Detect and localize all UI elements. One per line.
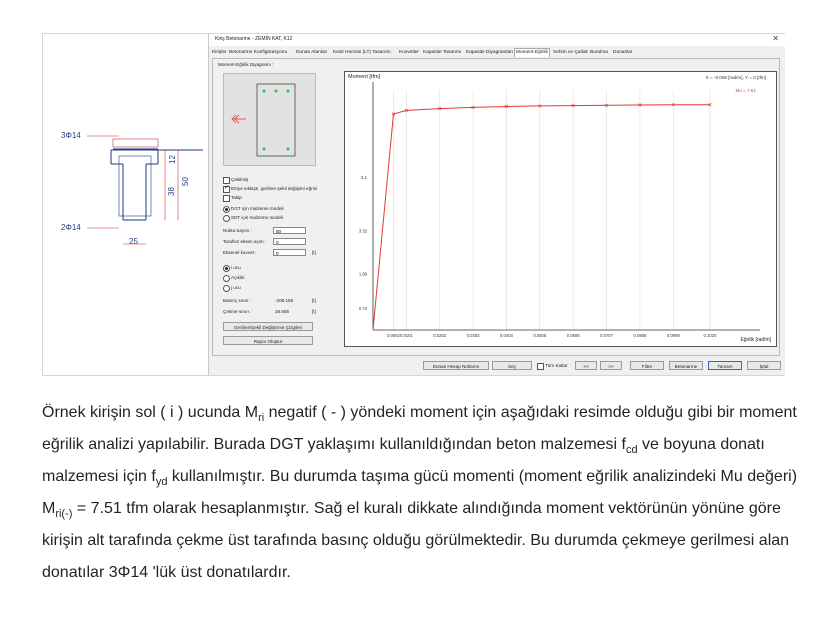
radio-i-ucu[interactable] <box>223 265 230 272</box>
x-tick-label: 0.0707 <box>600 333 613 338</box>
x-tick-label: 0.0404 <box>500 333 513 338</box>
y-tick-label: 5.1 <box>361 175 367 180</box>
x-tick-label: 0.0808 <box>633 333 647 338</box>
check-etriye[interactable]: ✓ <box>224 185 230 191</box>
tab-kapasite-diyagramlari[interactable]: Kapasite Diyagramları <box>466 50 514 55</box>
top-bar-callout <box>113 139 158 147</box>
rebar-dot <box>263 148 266 151</box>
prev-button[interactable]: << <box>575 361 597 370</box>
tab-kuvvetler[interactable]: Kuvvetler <box>399 50 419 55</box>
rebar-dot <box>275 90 278 93</box>
paragraph-text: ve boyuna donatı malzemesi için f <box>42 436 765 485</box>
x-tick-label: 0.0303 <box>466 333 480 338</box>
basinc-siniri-value: -208.156 <box>275 298 294 303</box>
moment-curvature-panel <box>212 58 780 356</box>
coordinate-readout: X = -0.006 [rad/m], Y = 0 [tfm] <box>705 75 766 80</box>
result-label: Çekme sınırı : <box>223 309 252 314</box>
radio-sdt-label: SDT için malzeme modeli <box>231 215 283 220</box>
tab-bar <box>209 47 785 58</box>
paragraph-text: negatif ( - ) yöndeki moment için aşağıdaki resimde olduğu gibi bir moment eğrilik analizi yapılabilir. Burada DGT yaklaşımı kullanıldığından beton malzemesi f <box>42 404 797 453</box>
subscript: cd <box>625 444 638 457</box>
x-tick-label: 0.0062 <box>387 333 400 338</box>
tab-donati-alanlari[interactable]: Donatı Alanları <box>296 50 328 55</box>
rapor-olustur-button[interactable]: Rapor Oluştur <box>223 336 313 345</box>
donati-hesap-button[interactable]: Donatı Hesap Notlarını <box>423 361 489 370</box>
software-window <box>208 34 785 375</box>
bottom-toolbar <box>209 357 785 373</box>
radio-aciklik-label: Açıklık <box>231 275 245 280</box>
x-tick-label: 0.1020 <box>703 333 717 338</box>
field-label: Eksenel kuvvet : <box>223 250 257 255</box>
total-height-label: 50 <box>181 177 190 186</box>
y-tick-label: 3.32 <box>358 228 367 234</box>
tab-kirisler[interactable]: Kirişler <box>212 50 227 55</box>
tab-sehim-catlak[interactable]: Sehim ve Çatlak <box>553 50 588 55</box>
check-etriye-label: Etriye sıklaştı. gerilme-şekil değişimi eğrisi <box>231 186 318 191</box>
iptal-button[interactable]: İptal <box>747 361 781 370</box>
section-preview <box>223 73 316 166</box>
radio-aciklik[interactable] <box>223 275 230 282</box>
rebar-dot <box>263 90 266 93</box>
eksenel-kuvvet-input[interactable]: 0 <box>273 249 306 256</box>
tum-katlar-checkbox[interactable] <box>537 363 544 370</box>
radio-dgt-model[interactable] <box>223 206 230 213</box>
width-label: 25 <box>129 237 138 246</box>
check-cekilmis-label: Çekilmiş <box>231 177 249 182</box>
chart-svg <box>345 72 776 346</box>
cross-section-drawing <box>43 34 208 375</box>
subscript: ri(-) <box>55 508 73 521</box>
gerilme-cizgileri-button[interactable]: Gerilme/Şekil Değiştirme Çizgileri <box>223 322 313 331</box>
nokta-sayisi-input[interactable]: 50 <box>273 227 306 234</box>
series-line <box>373 105 710 330</box>
field-label: Tarafsız eksen açısı : <box>223 239 267 244</box>
y-tick-label: 0.74 <box>358 305 367 311</box>
group-title: Moment-Eğrilik Diyagramı : <box>218 62 274 67</box>
check-cekilmis[interactable] <box>223 177 230 184</box>
x-axis-label: Eğrilik [rad/m] <box>740 337 771 343</box>
radio-sdt-model[interactable] <box>223 215 230 222</box>
section-preview-svg <box>224 74 315 165</box>
next-button[interactable]: >> <box>600 361 622 370</box>
tab-burulma[interactable]: Burulma <box>590 50 608 55</box>
x-tick-label: 0.0505 <box>533 333 547 338</box>
result-unit: [t] <box>312 298 316 303</box>
window-titlebar <box>209 34 785 46</box>
filtre-button[interactable]: Filtre <box>630 361 664 370</box>
paragraph-text: Örnek kirişin sol ( i ) ucunda M <box>42 404 259 421</box>
chart-title: Moment [tfm] <box>348 74 381 80</box>
rebar-dot <box>287 148 290 151</box>
tum-katlar-label: Tüm Katlar <box>545 363 568 368</box>
close-icon[interactable]: ✕ <box>772 34 779 43</box>
paragraph-text: kullanılmıştır. Bu durumda taşıma gücü momenti (moment eğrilik analizindeki Mu değeri) M <box>42 468 798 517</box>
betonarme-button[interactable]: Betonarme <box>669 361 703 370</box>
x-tick-label: 0.0909 <box>666 333 680 338</box>
radio-j-ucu[interactable] <box>223 285 230 292</box>
check-takip[interactable] <box>223 195 230 202</box>
top-bars-label: 3Φ14 <box>61 131 81 140</box>
slab-thickness-label: 12 <box>168 155 177 164</box>
check-takip-label: Takip <box>231 195 242 200</box>
y-tick-label: 1.88 <box>358 271 367 277</box>
radio-i-ucu-label: i ucu <box>231 265 241 270</box>
field-label: Nokta Sayısı : <box>223 228 252 233</box>
x-tick-label: 0.0202 <box>433 333 447 338</box>
result-label: Basınç sınırı : <box>223 298 252 303</box>
x-tick-label: 0.0606 <box>566 333 580 338</box>
tab-moment-egrilik[interactable]: Moment-Eğrilik <box>516 50 548 55</box>
tab-donatilar[interactable]: Donatılar <box>613 50 633 55</box>
x-tick-label: 0.0101 <box>399 333 413 338</box>
field-unit: [t] <box>312 250 316 255</box>
radio-j-ucu-label: j ucu <box>231 285 241 290</box>
tarafsiz-eksen-input[interactable]: 0 <box>273 238 306 245</box>
screenshot-figure <box>42 33 785 376</box>
cross-section-svg <box>43 34 208 375</box>
rebar-dot <box>287 90 290 93</box>
subscript: ri <box>258 412 265 425</box>
tab-kesit-hucresi[interactable]: Kesit Hücresi (LT) Tasarımı <box>333 50 391 55</box>
mu-annotation: Mu = 7.51 <box>735 88 756 93</box>
paragraph-text: = 7.51 tfm olarak hesaplanmıştır. Sağ el kuralı dikkate alındığında moment vektörünün yönüne göre kirişin alt tarafında çekme üst tarafında basınç olduğu görülmektedir. Bu durumda çekmeye gerilmesi alan donatılar 3Φ14 'lük üst donatılardır. <box>42 500 790 581</box>
result-unit: [t] <box>312 309 316 314</box>
description-paragraph <box>42 397 802 589</box>
sec-button[interactable]: Seç <box>492 361 532 370</box>
tamam-button[interactable]: Tamam <box>708 361 742 370</box>
web-height-label: 38 <box>167 187 176 196</box>
tab-betonarme-konfigurasyonu[interactable]: Betonarme Konfigürasyonu <box>229 50 288 55</box>
subscript: yd <box>155 476 168 489</box>
moment-curvature-chart <box>344 71 777 347</box>
radio-dgt-label: DGT için malzeme modeli <box>231 206 284 211</box>
window-title: Kiriş Betonarme - ZEMİN KAT, K12 <box>215 36 293 42</box>
tab-kapasite-tasarimi[interactable]: Kapasite Tasarımı <box>423 50 462 55</box>
cekme-siniri-value: 28.665 <box>275 309 290 314</box>
bottom-bars-label: 2Φ14 <box>61 223 81 232</box>
